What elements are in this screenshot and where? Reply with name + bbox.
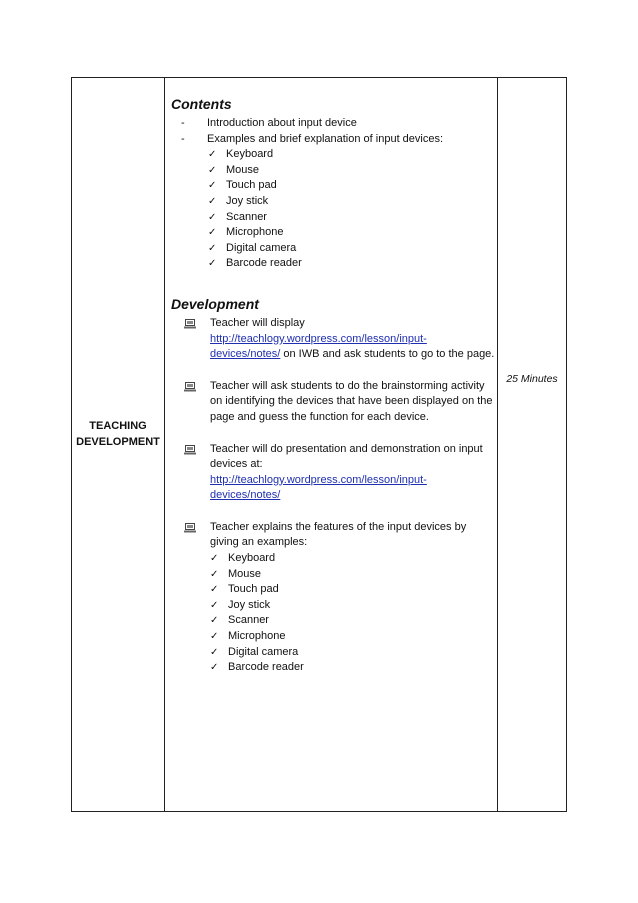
device-item: ✓ Joy stick xyxy=(210,598,497,614)
device-item: ✓ Microphone xyxy=(208,225,497,241)
check-icon: ✓ xyxy=(208,195,217,207)
device-item: ✓ Keyboard xyxy=(210,551,497,567)
time-cell xyxy=(498,78,566,811)
stage-label: TEACHING DEVELOPMENT xyxy=(76,419,160,448)
check-icon: ✓ xyxy=(210,568,219,580)
computer-icon xyxy=(184,382,196,392)
content-cell xyxy=(165,78,498,811)
check-icon: ✓ xyxy=(208,164,217,176)
lesson-plan-table xyxy=(71,77,567,812)
check-icon: ✓ xyxy=(210,615,219,627)
contents-title: Contents xyxy=(171,96,232,112)
stage-cell xyxy=(72,78,165,811)
device-item: ✓ Mouse xyxy=(208,163,497,179)
device-item: ✓ Touch pad xyxy=(210,582,497,598)
notes-link-continued[interactable]: devices/notes/ xyxy=(210,489,281,502)
device-item: ✓ Touch pad xyxy=(208,178,497,194)
device-item: ✓ Microphone xyxy=(210,629,497,645)
check-icon: ✓ xyxy=(210,662,219,674)
development-title: Development xyxy=(171,295,259,312)
device-checklist xyxy=(171,147,497,272)
device-checklist xyxy=(210,551,497,676)
device-item: ✓ Joy stick xyxy=(208,194,497,210)
development-step: Teacher will do presentation and demonstration on input devices at: http://teachlogy.wordpress.com/lesson/input- devices/notes/ xyxy=(180,442,497,504)
contents-list xyxy=(171,116,497,147)
duration-label: 25 Minutes xyxy=(506,372,558,385)
check-icon: ✓ xyxy=(208,149,217,161)
check-icon: ✓ xyxy=(208,258,217,270)
device-item: ✓ Digital camera xyxy=(210,645,497,661)
development-section xyxy=(171,295,497,676)
development-step: Teacher will display http://teachlogy.wordpress.com/lesson/input- devices/notes/ on IWB and ask students to go to the page. xyxy=(180,316,497,363)
computer-icon xyxy=(184,445,196,455)
notes-link-continued[interactable]: devices/notes/ xyxy=(210,348,281,361)
check-icon: ✓ xyxy=(208,180,217,192)
device-item: ✓ Keyboard xyxy=(208,147,497,163)
contents-section xyxy=(171,95,497,272)
device-item: ✓ Digital camera xyxy=(208,241,497,257)
check-icon: ✓ xyxy=(210,553,219,565)
contents-item: - Examples and brief explanation of input devices: xyxy=(181,132,444,145)
computer-icon xyxy=(184,319,196,329)
notes-link[interactable]: http://teachlogy.wordpress.com/lesson/input- xyxy=(210,473,427,486)
computer-icon xyxy=(184,523,196,533)
check-icon: ✓ xyxy=(210,631,219,643)
notes-link[interactable]: http://teachlogy.wordpress.com/lesson/input- xyxy=(210,332,427,345)
check-icon: ✓ xyxy=(210,599,219,611)
development-step: Teacher explains the features of the input devices by giving an examples: ✓ Keyboard ✓ Mouse ✓ Touch pad ✓ Joy stick ✓ Scanner ✓ Microphone ✓ Digital camera ✓ Barcode reader xyxy=(180,520,497,676)
check-icon: ✓ xyxy=(208,227,217,239)
device-item: ✓ Barcode reader xyxy=(210,660,497,676)
development-step: Teacher will ask students to do the brainstorming activity on identifying the devices that have been displayed on the page and guess the function for each device. xyxy=(180,379,497,426)
check-icon: ✓ xyxy=(210,646,219,658)
check-icon: ✓ xyxy=(208,211,217,223)
device-item: ✓ Mouse xyxy=(210,567,497,583)
contents-item: - Introduction about input device xyxy=(181,117,357,129)
device-item: ✓ Barcode reader xyxy=(208,256,497,272)
check-icon: ✓ xyxy=(210,584,219,596)
device-item: ✓ Scanner xyxy=(210,613,497,629)
check-icon: ✓ xyxy=(208,242,217,254)
device-item: ✓ Scanner xyxy=(208,210,497,226)
